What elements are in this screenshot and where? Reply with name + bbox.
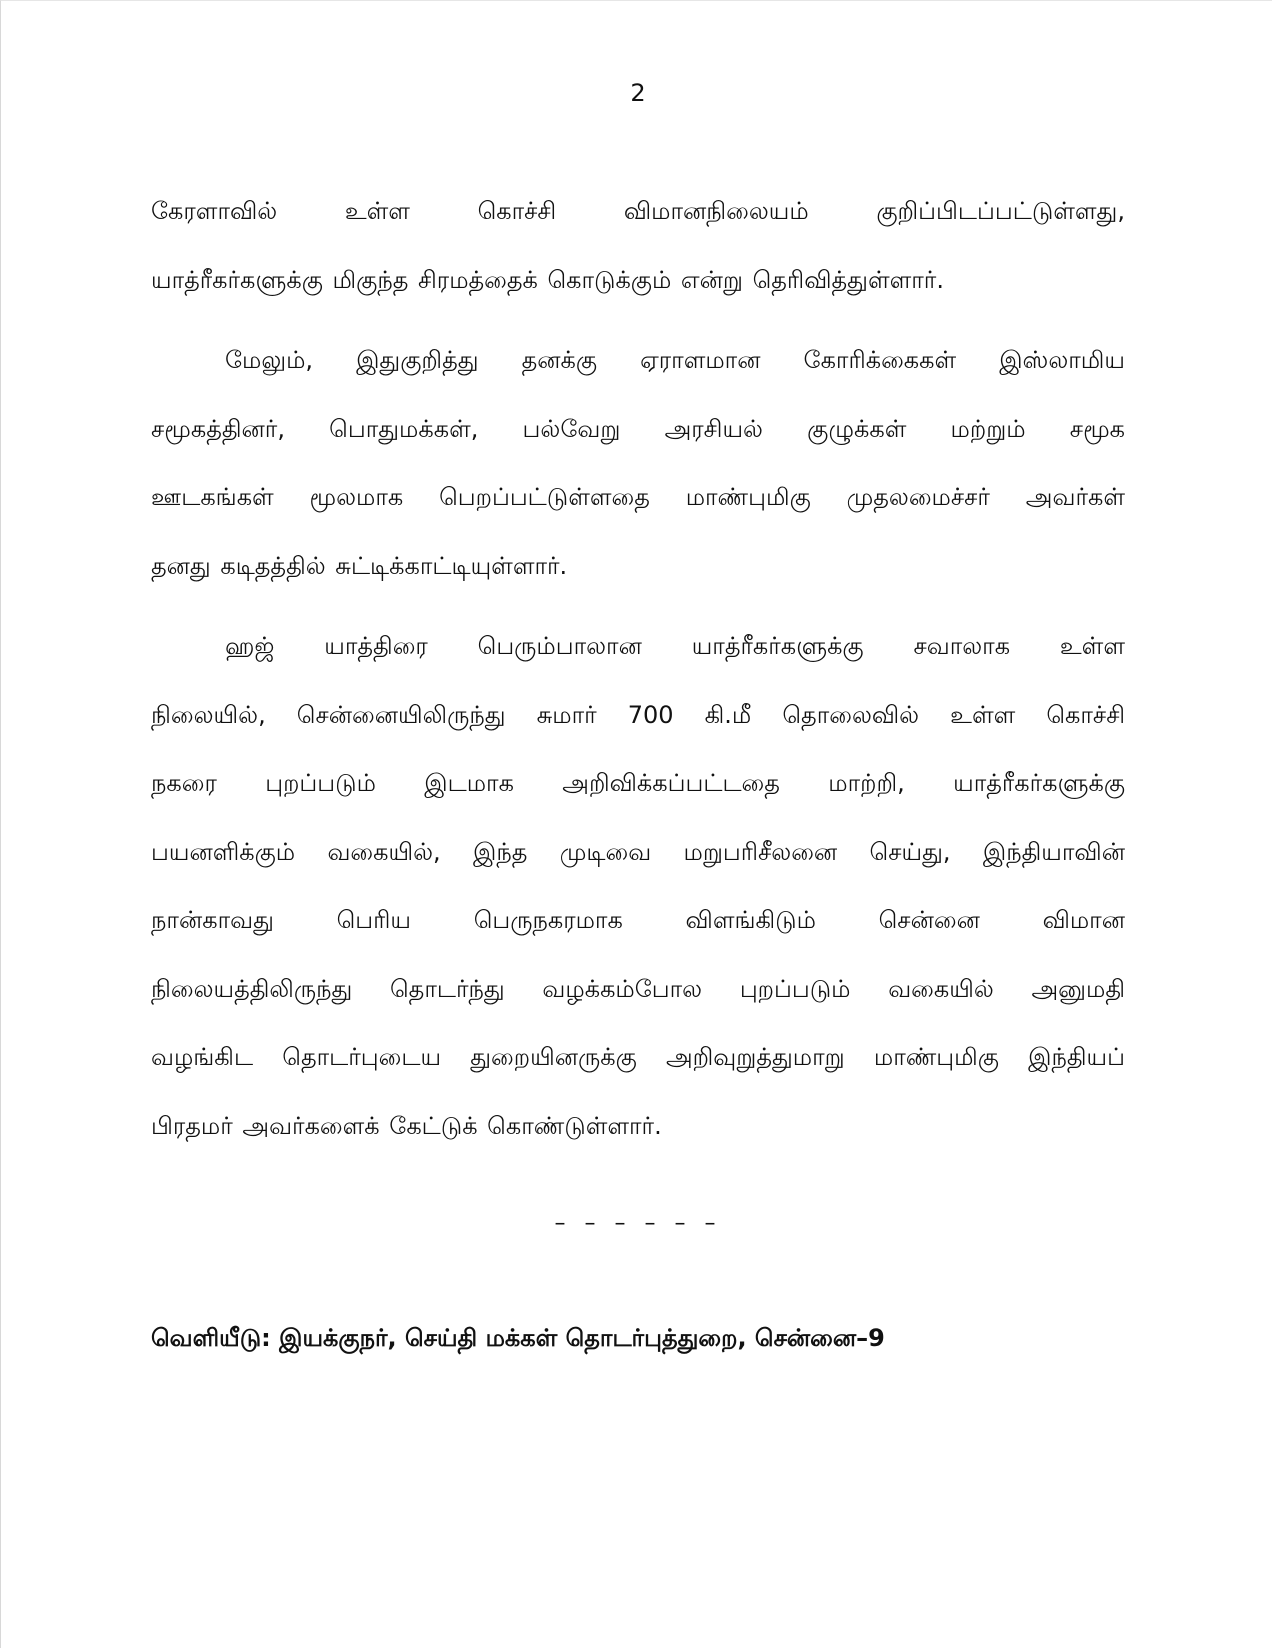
text-line: வழங்கிட தொடர்புடைய துறையினருக்கு அறிவுறுத்துமாறு மாண்புமிகு இந்தியப் bbox=[151, 1043, 1125, 1071]
text-line: பிரதமர் அவர்களைக் கேட்டுக் கொண்டுள்ளார். bbox=[151, 1111, 662, 1140]
publisher-footer: வெளியீடு: இயக்குநர், செய்தி மக்கள் தொடர்புத்துறை, சென்னை–9 bbox=[151, 1324, 885, 1352]
text-line: மேலும், இதுகுறித்து தனக்கு ஏராளமான கோரிக்கைகள் இஸ்லாமிய bbox=[225, 346, 1125, 374]
paragraph-2 bbox=[151, 326, 1125, 600]
section-separator: – – – – – – bbox=[554, 1211, 722, 1236]
text-line: ஊடகங்கள் மூலமாக பெறப்பட்டுள்ளதை மாண்புமிகு முதலமைச்சர் அவர்கள் bbox=[151, 483, 1125, 511]
text-line: தனது கடிதத்தில் சுட்டிக்காட்டியுள்ளார். bbox=[151, 551, 568, 580]
text-line: நிலையில், சென்னையிலிருந்து சுமார் 700 கி.மீ தொலைவில் உள்ள கொச்சி bbox=[151, 700, 1125, 729]
text-line: கேரளாவில் உள்ள கொச்சி விமானநிலையம் குறிப்பிடப்பட்டுள்ளது, bbox=[151, 197, 1125, 225]
paragraph-3 bbox=[151, 612, 1125, 1160]
paragraph-1 bbox=[151, 177, 1125, 314]
page-number: 2 bbox=[630, 79, 646, 107]
text-line: ஹஜ் யாத்திரை பெரும்பாலான யாத்ரீகர்களுக்கு சவாலாக உள்ள bbox=[225, 632, 1125, 660]
text-line: சமூகத்தினர், பொதுமக்கள், பல்வேறு அரசியல் குழுக்கள் மற்றும் சமூக bbox=[151, 414, 1125, 443]
text-line: நகரை புறப்படும் இடமாக அறிவிக்கப்பட்டதை மாற்றி, யாத்ரீகர்களுக்கு bbox=[151, 769, 1125, 797]
text-line: யாத்ரீகர்களுக்கு மிகுந்த சிரமத்தைக் கொடுக்கும் என்று தெரிவித்துள்ளார். bbox=[151, 265, 944, 294]
text-line: நான்காவது பெரிய பெருநகரமாக விளங்கிடும் சென்னை விமான bbox=[151, 906, 1125, 934]
text-line: பயனளிக்கும் வகையில், இந்த முடிவை மறுபரிசீலனை செய்து, இந்தியாவின் bbox=[151, 837, 1125, 866]
document-body bbox=[151, 177, 1125, 1160]
text-line: நிலையத்திலிருந்து தொடர்ந்து வழக்கம்போல புறப்படும் வகையில் அனுமதி bbox=[151, 974, 1125, 1003]
